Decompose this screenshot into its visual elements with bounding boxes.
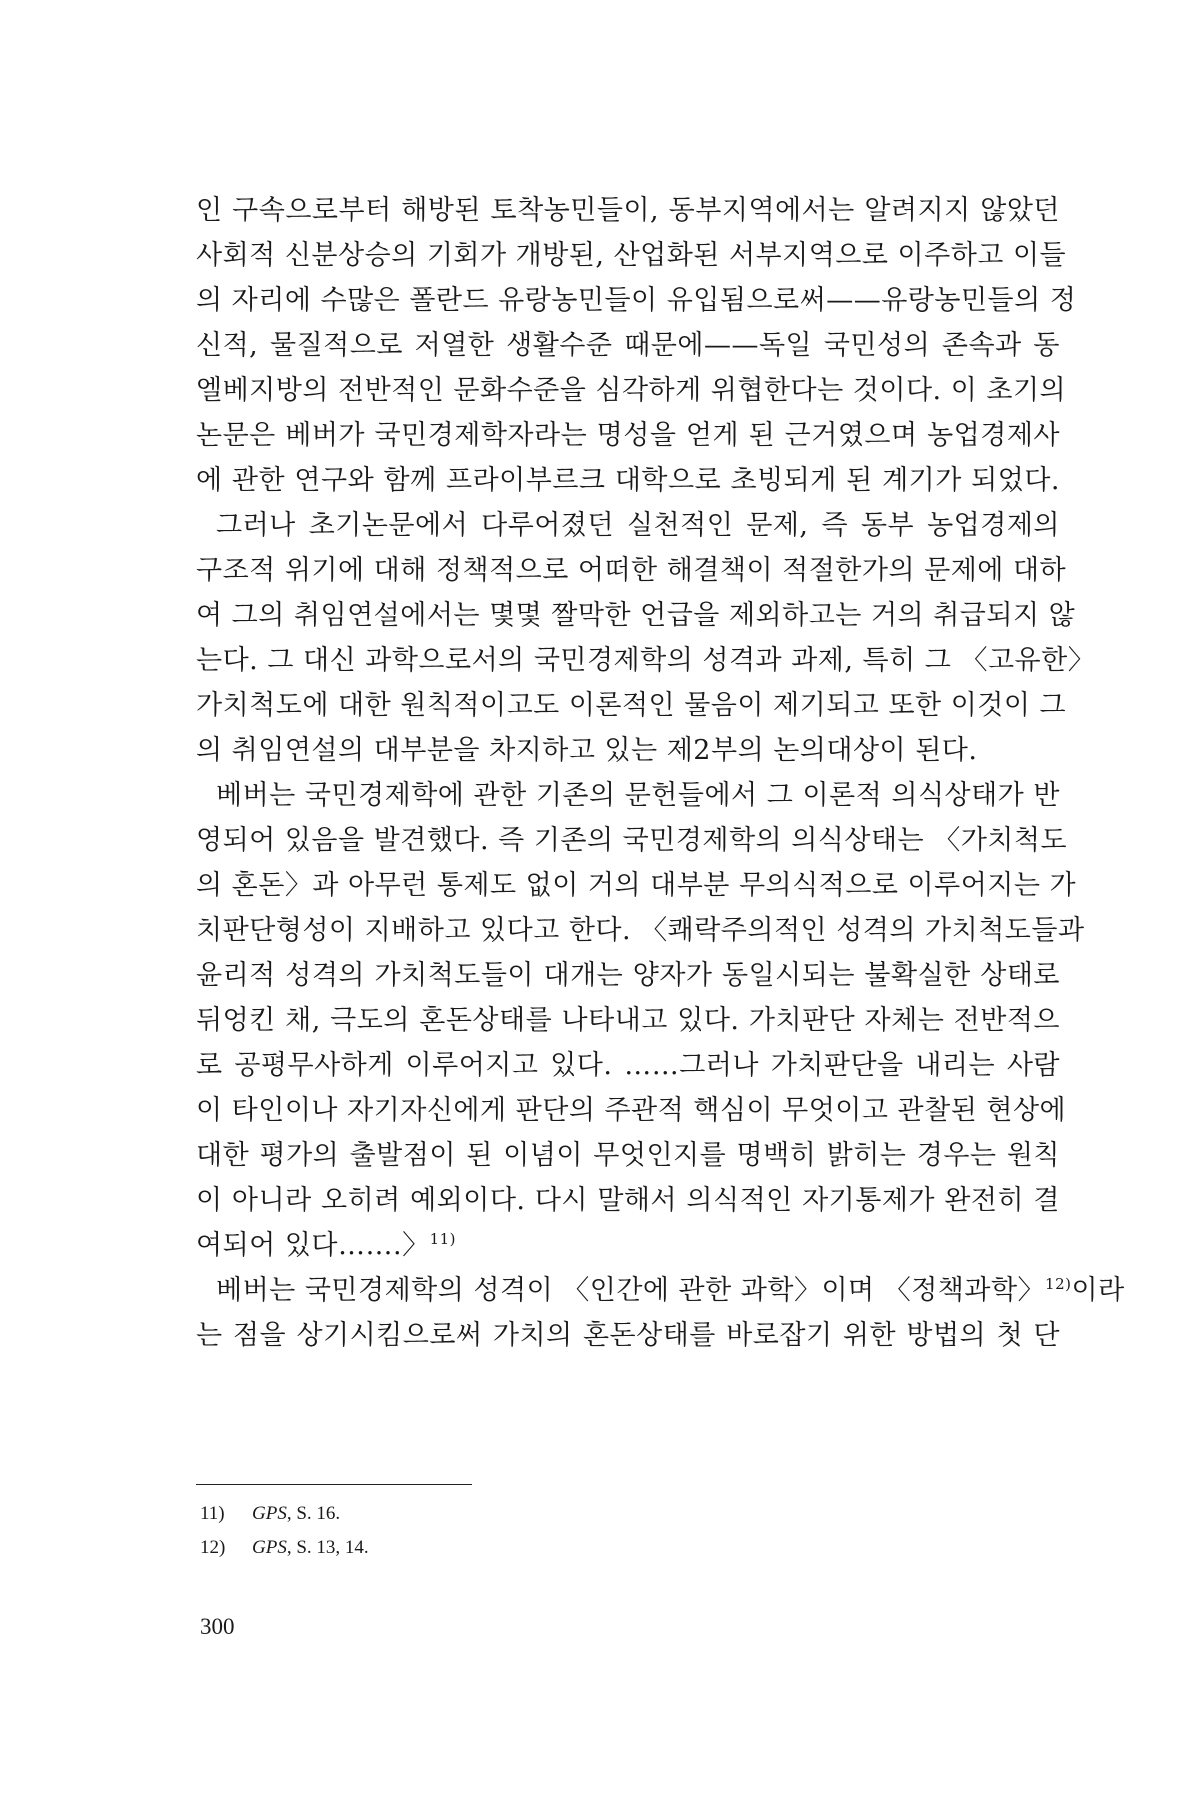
text-line: 베버는 국민경제학에 관한 기존의 문헌들에서 그 이론적 의식상태가 반 <box>216 780 1060 811</box>
body-text <box>196 188 1125 1358</box>
text-line: 인 구속으로부터 해방된 토착농민들이, 동부지역에서는 알려지지 않았던 <box>196 195 1060 226</box>
text-line: 이 타인이나 자기자신에게 판단의 주관적 핵심이 무엇이고 관찰된 현상에 <box>196 1095 1067 1126</box>
text-line <box>196 1268 1125 1313</box>
footnote-source: GPS <box>252 1503 287 1524</box>
text-segment: 여되어 있다…….〉 <box>196 1230 430 1261</box>
footnote-ref-12: 12) <box>1045 1275 1072 1293</box>
text-line: 이 아니라 오히려 예외이다. 다시 말해서 의식적인 자기통제가 완전히 결 <box>196 1185 1060 1216</box>
text-line: 는 점을 상기시킴으로써 가치의 혼돈상태를 바로잡기 위한 방법의 첫 단 <box>196 1320 1060 1351</box>
footnote-12 <box>200 1531 369 1565</box>
text-line: 영되어 있음을 발견했다. 즉 기존의 국민경제학의 의식상태는 〈가치척도 <box>196 825 1068 856</box>
text-line: 는다. 그 대신 과학으로서의 국민경제학의 성격과 과제, 특히 그 〈고유한〉 <box>196 645 1096 676</box>
text-line: 로 공평무사하게 이루어지고 있다. ……그러나 가치판단을 내리는 사람 <box>196 1050 1060 1081</box>
text-line <box>196 1223 1060 1268</box>
footnote-ref-11: 11) <box>429 1230 457 1248</box>
text-segment: 이라 <box>1071 1275 1125 1306</box>
footnote-divider <box>196 1484 472 1485</box>
text-line: 여 그의 취임연설에서는 몇몇 짤막한 언급을 제외하고는 거의 취급되지 않 <box>196 600 1076 631</box>
footnote-11 <box>200 1497 369 1531</box>
footnotes <box>200 1497 369 1565</box>
text-line: 윤리적 성격의 가치척도들이 대개는 양자가 동일시되는 불확실한 상태로 <box>196 960 1060 991</box>
text-segment: 베버는 국민경제학의 성격이 〈인간에 관한 과학〉이며 〈정책과학〉 <box>216 1275 1046 1306</box>
footnote-source: GPS <box>252 1537 287 1558</box>
footnote-marker: 12) <box>200 1537 226 1558</box>
text-line: 사회적 신분상승의 기회가 개방된, 산업화된 서부지역으로 이주하고 이들 <box>196 240 1067 271</box>
footnote-marker: 11) <box>200 1503 225 1524</box>
text-line: 그러나 초기논문에서 다루어졌던 실천적인 문제, 즉 동부 농업경제의 <box>216 510 1060 541</box>
text-line: 치판단형성이 지배하고 있다고 한다. 〈쾌락주의적인 성격의 가치척도들과 <box>196 915 1085 946</box>
text-line: 논문은 베버가 국민경제학자라는 명성을 얻게 된 근거였으며 농업경제사 <box>196 420 1060 451</box>
footnote-detail: , S. 16. <box>286 1503 341 1524</box>
text-line: 대한 평가의 출발점이 된 이념이 무엇인지를 명백히 밝히는 경우는 원칙 <box>196 1140 1060 1171</box>
text-line: 구조적 위기에 대해 정책적으로 어떠한 해결책이 적절한가의 문제에 대하 <box>196 555 1067 586</box>
text-line: 신적, 물질적으로 저열한 생활수준 때문에——독일 국민성의 존속과 동 <box>196 330 1060 361</box>
text-line: 의 혼돈〉과 아무런 통제도 없이 거의 대부분 무의식적으로 이루어지는 가 <box>196 870 1077 901</box>
text-line: 엘베지방의 전반적인 문화수준을 심각하게 위협한다는 것이다. 이 초기의 <box>196 375 1067 406</box>
text-line: 가치척도에 대한 원칙적이고도 이론적인 물음이 제기되고 또한 이것이 그 <box>196 690 1067 721</box>
text-line: 의 자리에 수많은 폴란드 유랑농민들이 유입됨으로써——유랑농민들의 정 <box>196 285 1077 316</box>
text-line: 의 취임연설의 대부분을 차지하고 있는 제2부의 논의대상이 된다. <box>196 735 978 766</box>
page-number: 300 <box>200 1614 235 1639</box>
footnote-detail: , S. 13, 14. <box>286 1537 369 1558</box>
text-line: 에 관한 연구와 함께 프라이부르크 대학으로 초빙되게 된 계기가 되었다. <box>196 465 1060 496</box>
text-line: 뒤엉킨 채, 극도의 혼돈상태를 나타내고 있다. 가치판단 자체는 전반적으 <box>196 1005 1060 1036</box>
